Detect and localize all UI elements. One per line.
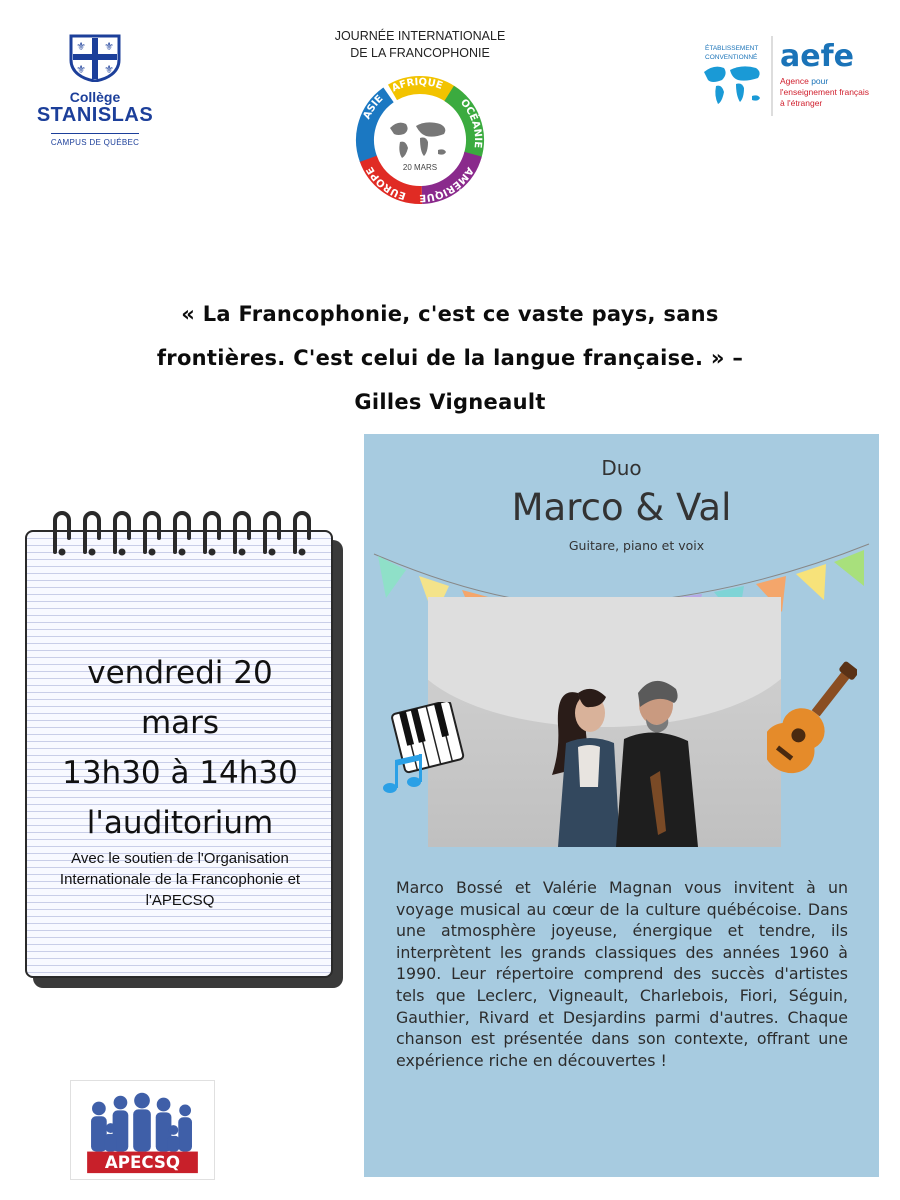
svg-text:l'enseignement français: l'enseignement français (780, 87, 870, 97)
stanislas-shield-icon (68, 34, 122, 82)
vigneault-quote (50, 292, 850, 424)
college-word: Collège (69, 89, 121, 105)
support-line-1: Avec le soutien de l'Organisation (71, 850, 289, 867)
music-note-icon (383, 754, 422, 793)
francophonie-day-logo (300, 28, 540, 214)
quote-line-1: « La Francophonie, c'est ce vaste pays, sans (181, 302, 719, 326)
jif-date: 20 MARS (402, 163, 438, 172)
support-line-3: l'APECSQ (145, 892, 215, 909)
event-time: 13h30 à 14h30 (62, 755, 298, 791)
svg-text:à l'étranger: à l'étranger (780, 98, 823, 108)
svg-text:⚜: ⚜ (104, 63, 114, 76)
aefe-acronym: aefe (780, 39, 854, 74)
world-map-icon (390, 122, 446, 158)
poster-duo: Duo (601, 456, 642, 480)
svg-text:CONVENTIONNÉ: CONVENTIONNÉ (705, 54, 758, 61)
event-day: vendredi 20 (87, 655, 273, 691)
aefe-status: ÉTABLISSEMENT (705, 45, 759, 52)
quote-line-2: frontières. C'est celui de la langue française. » – (156, 346, 744, 370)
aefe-logo (700, 32, 870, 122)
poster-description: Marco Bossé et Valérie Magnan vous invitent à un voyage musical au cœur de la culture québécoise. Dans une atmosphère joyeuse, énergique et tendre, ils interprètent les grands classiques des années 1960 à 1990. Leur répertoire comprend des succès d'artistes tels que Leclerc, Vigneault, Charlebois, Fiori, Séguin, Gauthier, Rivard et Desjardins parmi d'autres. Chaque chanson est présentée dans son contexte, offrant une expérience riche en découvertes ! (396, 878, 848, 1070)
svg-text:⚜: ⚜ (76, 40, 86, 53)
event-notepad (25, 530, 335, 985)
continent-label: EUROPE (364, 164, 408, 202)
world-map-icon (704, 66, 760, 104)
apecsq-label: APECSQ (104, 1153, 181, 1173)
svg-text:Agence pour: Agence pour (780, 76, 829, 86)
college-stanislas-logo (30, 30, 160, 160)
artists-silhouette-icon (428, 597, 781, 847)
piano-icon (378, 702, 468, 802)
poster-artist: Marco & Val (511, 486, 732, 529)
stanislas-name: STANISLAS (36, 104, 154, 126)
apecsq-logo (70, 1080, 215, 1180)
svg-text:⚜: ⚜ (76, 63, 86, 76)
continent-label: AMÉRIQUE (418, 164, 476, 204)
spiral-binding-icon (40, 508, 330, 558)
guitar-icon (767, 656, 857, 781)
campus-label: CAMPUS DE QUÉBEC (51, 133, 139, 147)
people-group-icon (91, 1093, 192, 1152)
continent-label: AFRIQUE (390, 76, 444, 95)
poster-subtitle: Guitare, piano et voix (568, 538, 705, 553)
event-place: l'auditorium (86, 805, 274, 841)
jif-title-line2: DE LA FRANCOPHONIE (350, 46, 490, 60)
event-details (25, 648, 335, 848)
continent-label: ASIE (361, 93, 386, 122)
artists-photo (428, 597, 781, 847)
event-support (25, 848, 335, 911)
event-month: mars (140, 705, 220, 741)
concert-poster (364, 434, 879, 1177)
svg-text:⚜: ⚜ (104, 40, 114, 53)
quote-line-3: Gilles Vigneault (354, 390, 546, 414)
continents-ring-icon (350, 70, 490, 210)
support-line-2: Internationale de la Francophonie et (59, 871, 301, 888)
continent-label: OCÉANIE (457, 97, 484, 149)
jif-title-line1: JOURNÉE INTERNATIONALE (334, 29, 506, 43)
